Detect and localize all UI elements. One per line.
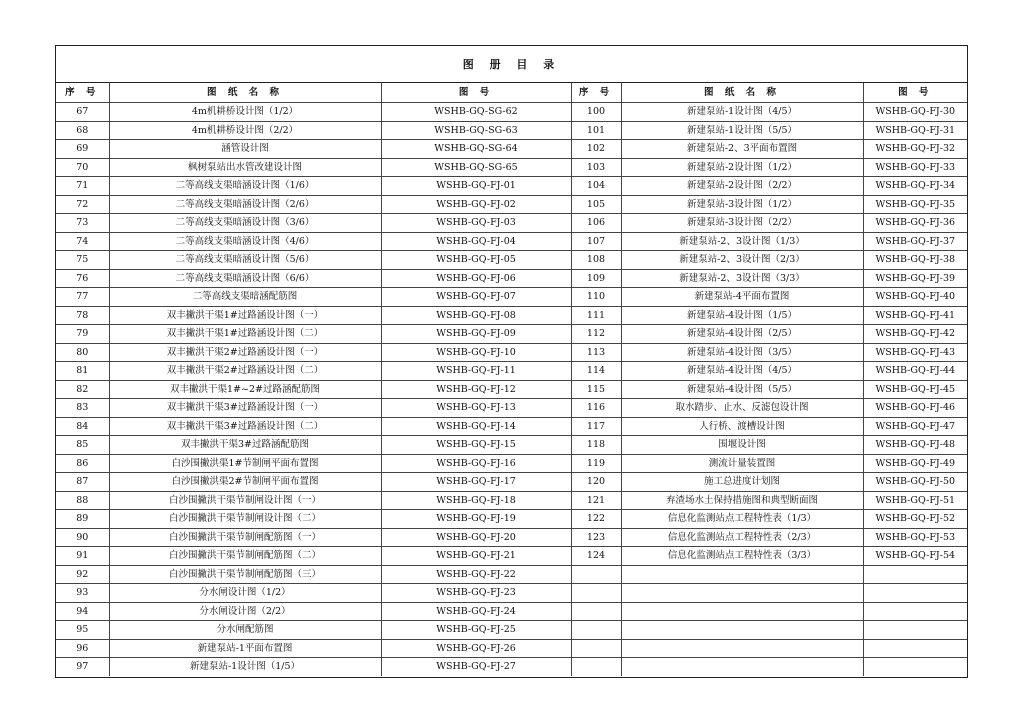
left-code-cell: WSHB-GQ-FJ-02 <box>381 195 571 214</box>
right-seq-cell <box>571 621 621 640</box>
left-name-cell: 二等高线支渠暗涵配筋图 <box>109 288 381 307</box>
left-code-cell: WSHB-GQ-FJ-12 <box>381 380 571 399</box>
left-code-cell: WSHB-GQ-FJ-21 <box>381 547 571 566</box>
right-code-cell: WSHB-GQ-FJ-38 <box>863 251 967 270</box>
left-name-cell: 白沙围撇洪渠1#节制闸平面布置图 <box>109 454 381 473</box>
right-code-cell: WSHB-GQ-FJ-34 <box>863 177 967 196</box>
table-row <box>56 565 967 584</box>
left-seq-cell: 88 <box>56 491 109 510</box>
header-row <box>56 83 967 103</box>
right-seq-cell: 122 <box>571 510 621 529</box>
left-code-cell: WSHB-GQ-FJ-15 <box>381 436 571 455</box>
table-row <box>56 380 967 399</box>
left-code-cell: WSHB-GQ-FJ-22 <box>381 565 571 584</box>
right-seq-cell: 109 <box>571 269 621 288</box>
left-seq-cell: 73 <box>56 214 109 233</box>
table-row <box>56 510 967 529</box>
right-name-cell <box>621 621 863 640</box>
left-code-cell: WSHB-GQ-SG-62 <box>381 103 571 122</box>
right-code-cell <box>863 602 967 621</box>
table-row <box>56 306 967 325</box>
right-code-cell: WSHB-GQ-FJ-31 <box>863 121 967 140</box>
right-seq-cell: 121 <box>571 491 621 510</box>
right-code-cell <box>863 584 967 603</box>
right-code-cell <box>863 639 967 658</box>
left-seq-cell: 77 <box>56 288 109 307</box>
right-code-cell: WSHB-GQ-FJ-33 <box>863 158 967 177</box>
left-code-cell: WSHB-GQ-FJ-25 <box>381 621 571 640</box>
left-seq-cell: 70 <box>56 158 109 177</box>
table-row <box>56 491 967 510</box>
right-code-cell: WSHB-GQ-FJ-46 <box>863 399 967 418</box>
left-seq-cell: 93 <box>56 584 109 603</box>
left-seq-cell: 69 <box>56 140 109 159</box>
drawing-index-sheet <box>55 45 968 678</box>
right-seq-cell <box>571 639 621 658</box>
left-seq-cell: 95 <box>56 621 109 640</box>
right-seq-cell: 101 <box>571 121 621 140</box>
left-name-cell: 双丰撇洪干渠1#过路涵设计图（一） <box>109 306 381 325</box>
left-seq-cell: 90 <box>56 528 109 547</box>
right-name-cell <box>621 584 863 603</box>
left-code-cell: WSHB-GQ-FJ-06 <box>381 269 571 288</box>
right-name-cell: 新建泵站-2、3设计图（1/3） <box>621 232 863 251</box>
left-name-cell: 白沙围撇洪渠2#节制闸平面布置图 <box>109 473 381 492</box>
left-code-cell: WSHB-GQ-FJ-01 <box>381 177 571 196</box>
right-seq-cell: 108 <box>571 251 621 270</box>
right-seq-cell: 114 <box>571 362 621 381</box>
right-name-cell: 取水踏步、止水、反滤包设计图 <box>621 399 863 418</box>
left-seq-cell: 94 <box>56 602 109 621</box>
left-code-cell: WSHB-GQ-FJ-13 <box>381 399 571 418</box>
left-seq-cell: 87 <box>56 473 109 492</box>
left-code-cell: WSHB-GQ-FJ-09 <box>381 325 571 344</box>
table-row <box>56 547 967 566</box>
header-seq-left: 序 号 <box>56 83 109 103</box>
left-code-cell: WSHB-GQ-SG-63 <box>381 121 571 140</box>
left-code-cell: WSHB-GQ-FJ-03 <box>381 214 571 233</box>
left-seq-cell: 79 <box>56 325 109 344</box>
left-code-cell: WSHB-GQ-FJ-19 <box>381 510 571 529</box>
table-row <box>56 232 967 251</box>
right-seq-cell: 105 <box>571 195 621 214</box>
right-code-cell: WSHB-GQ-FJ-53 <box>863 528 967 547</box>
left-name-cell: 4m机耕桥设计图（2/2） <box>109 121 381 140</box>
table-row <box>56 417 967 436</box>
left-name-cell: 双丰撇洪干渠3#过路涵设计图（二） <box>109 417 381 436</box>
left-code-cell: WSHB-GQ-FJ-27 <box>381 658 571 676</box>
right-code-cell: WSHB-GQ-FJ-48 <box>863 436 967 455</box>
right-seq-cell: 118 <box>571 436 621 455</box>
left-seq-cell: 76 <box>56 269 109 288</box>
left-code-cell: WSHB-GQ-FJ-08 <box>381 306 571 325</box>
left-code-cell: WSHB-GQ-FJ-11 <box>381 362 571 381</box>
right-name-cell: 新建泵站-2、3设计图（2/3） <box>621 251 863 270</box>
header-name-left: 图 纸 名 称 <box>109 83 381 103</box>
right-seq-cell: 119 <box>571 454 621 473</box>
right-name-cell: 弃渣场水土保持措施图和典型断面图 <box>621 491 863 510</box>
right-seq-cell: 103 <box>571 158 621 177</box>
right-seq-cell: 113 <box>571 343 621 362</box>
table-row <box>56 158 967 177</box>
right-code-cell: WSHB-GQ-FJ-47 <box>863 417 967 436</box>
left-name-cell: 分水闸配筋图 <box>109 621 381 640</box>
left-name-cell: 二等高线支渠暗涵设计图（5/6） <box>109 251 381 270</box>
left-name-cell: 新建泵站-1平面布置图 <box>109 639 381 658</box>
right-name-cell: 新建泵站-4设计图（5/5） <box>621 380 863 399</box>
right-seq-cell: 112 <box>571 325 621 344</box>
left-seq-cell: 91 <box>56 547 109 566</box>
header-code-left: 图 号 <box>381 83 571 103</box>
right-code-cell: WSHB-GQ-FJ-50 <box>863 473 967 492</box>
right-name-cell: 施工总进度计划图 <box>621 473 863 492</box>
left-code-cell: WSHB-GQ-SG-65 <box>381 158 571 177</box>
left-name-cell: 枫树泵站出水管改建设计图 <box>109 158 381 177</box>
right-name-cell: 新建泵站-4设计图（3/5） <box>621 343 863 362</box>
left-code-cell: WSHB-GQ-FJ-10 <box>381 343 571 362</box>
right-seq-cell: 106 <box>571 214 621 233</box>
left-name-cell: 白沙围撇洪干渠节制闸设计图（一） <box>109 491 381 510</box>
page-title: 图 册 目 录 <box>56 46 967 83</box>
right-seq-cell: 117 <box>571 417 621 436</box>
right-seq-cell: 120 <box>571 473 621 492</box>
left-seq-cell: 97 <box>56 658 109 676</box>
right-code-cell: WSHB-GQ-FJ-43 <box>863 343 967 362</box>
left-name-cell: 双丰撇洪干渠3#过路涵配筋图 <box>109 436 381 455</box>
left-seq-cell: 71 <box>56 177 109 196</box>
left-seq-cell: 84 <box>56 417 109 436</box>
table-row <box>56 177 967 196</box>
right-code-cell: WSHB-GQ-FJ-40 <box>863 288 967 307</box>
table-row <box>56 195 967 214</box>
drawing-index-table <box>56 83 967 676</box>
left-name-cell: 双丰撇洪干渠1#过路涵设计图（二） <box>109 325 381 344</box>
left-seq-cell: 67 <box>56 103 109 122</box>
right-name-cell: 新建泵站-2设计图（2/2） <box>621 177 863 196</box>
left-seq-cell: 89 <box>56 510 109 529</box>
right-seq-cell: 123 <box>571 528 621 547</box>
left-seq-cell: 85 <box>56 436 109 455</box>
left-seq-cell: 83 <box>56 399 109 418</box>
left-name-cell: 二等高线支渠暗涵设计图（6/6） <box>109 269 381 288</box>
left-seq-cell: 81 <box>56 362 109 381</box>
right-name-cell: 新建泵站-1设计图（5/5） <box>621 121 863 140</box>
right-name-cell: 新建泵站-3设计图（2/2） <box>621 214 863 233</box>
left-code-cell: WSHB-GQ-FJ-17 <box>381 473 571 492</box>
right-name-cell: 测流计量装置图 <box>621 454 863 473</box>
header-name-right: 图 纸 名 称 <box>621 83 863 103</box>
table-row <box>56 658 967 676</box>
right-code-cell <box>863 565 967 584</box>
right-name-cell: 新建泵站-2、3平面布置图 <box>621 140 863 159</box>
left-name-cell: 4m机耕桥设计图（1/2） <box>109 103 381 122</box>
right-code-cell: WSHB-GQ-FJ-44 <box>863 362 967 381</box>
right-code-cell: WSHB-GQ-FJ-54 <box>863 547 967 566</box>
left-seq-cell: 96 <box>56 639 109 658</box>
right-name-cell <box>621 565 863 584</box>
left-name-cell: 涵管设计图 <box>109 140 381 159</box>
header-code-right: 图 号 <box>863 83 967 103</box>
table-row <box>56 288 967 307</box>
left-name-cell: 白沙围撇洪干渠节制闸配筋图（三） <box>109 565 381 584</box>
table-row <box>56 251 967 270</box>
right-code-cell: WSHB-GQ-FJ-42 <box>863 325 967 344</box>
right-seq-cell: 111 <box>571 306 621 325</box>
table-row <box>56 103 967 122</box>
right-name-cell: 新建泵站-2设计图（1/2） <box>621 158 863 177</box>
left-seq-cell: 78 <box>56 306 109 325</box>
right-seq-cell: 104 <box>571 177 621 196</box>
header-seq-right: 序 号 <box>571 83 621 103</box>
table-row <box>56 121 967 140</box>
right-seq-cell: 102 <box>571 140 621 159</box>
right-name-cell: 信息化监测站点工程特性表（2/3） <box>621 528 863 547</box>
right-code-cell: WSHB-GQ-FJ-52 <box>863 510 967 529</box>
right-seq-cell <box>571 602 621 621</box>
right-code-cell: WSHB-GQ-FJ-35 <box>863 195 967 214</box>
right-code-cell: WSHB-GQ-FJ-45 <box>863 380 967 399</box>
right-code-cell: WSHB-GQ-FJ-49 <box>863 454 967 473</box>
left-name-cell: 白沙围撇洪干渠节制闸配筋图（一） <box>109 528 381 547</box>
right-name-cell <box>621 639 863 658</box>
right-code-cell: WSHB-GQ-FJ-41 <box>863 306 967 325</box>
table-row <box>56 436 967 455</box>
right-code-cell: WSHB-GQ-FJ-32 <box>863 140 967 159</box>
right-name-cell: 信息化监测站点工程特性表（3/3） <box>621 547 863 566</box>
right-name-cell: 信息化监测站点工程特性表（1/3） <box>621 510 863 529</box>
left-code-cell: WSHB-GQ-FJ-24 <box>381 602 571 621</box>
right-name-cell: 围堰设计图 <box>621 436 863 455</box>
right-name-cell <box>621 658 863 676</box>
left-code-cell: WSHB-GQ-FJ-23 <box>381 584 571 603</box>
right-name-cell: 新建泵站-3设计图（1/2） <box>621 195 863 214</box>
table-row <box>56 621 967 640</box>
table-row <box>56 473 967 492</box>
left-code-cell: WSHB-GQ-FJ-16 <box>381 454 571 473</box>
left-code-cell: WSHB-GQ-FJ-05 <box>381 251 571 270</box>
table-row <box>56 362 967 381</box>
right-seq-cell <box>571 565 621 584</box>
table-row <box>56 140 967 159</box>
right-seq-cell: 124 <box>571 547 621 566</box>
right-seq-cell: 115 <box>571 380 621 399</box>
left-name-cell: 二等高线支渠暗涵设计图（4/6） <box>109 232 381 251</box>
right-seq-cell: 110 <box>571 288 621 307</box>
right-name-cell: 新建泵站-2、3设计图（3/3） <box>621 269 863 288</box>
table-row <box>56 325 967 344</box>
right-code-cell <box>863 621 967 640</box>
table-row <box>56 528 967 547</box>
right-seq-cell: 116 <box>571 399 621 418</box>
left-seq-cell: 92 <box>56 565 109 584</box>
table-row <box>56 584 967 603</box>
left-code-cell: WSHB-GQ-SG-64 <box>381 140 571 159</box>
left-name-cell: 白沙围撇洪干渠节制闸设计图（二） <box>109 510 381 529</box>
left-name-cell: 分水闸设计图（2/2） <box>109 602 381 621</box>
right-name-cell: 新建泵站-1设计图（4/5） <box>621 103 863 122</box>
table-row <box>56 269 967 288</box>
left-seq-cell: 72 <box>56 195 109 214</box>
left-name-cell: 二等高线支渠暗涵设计图（1/6） <box>109 177 381 196</box>
table-row <box>56 454 967 473</box>
left-seq-cell: 86 <box>56 454 109 473</box>
right-code-cell: WSHB-GQ-FJ-37 <box>863 232 967 251</box>
table-row <box>56 214 967 233</box>
right-name-cell: 人行桥、渡槽设计图 <box>621 417 863 436</box>
left-name-cell: 新建泵站-1设计图（1/5） <box>109 658 381 676</box>
left-code-cell: WSHB-GQ-FJ-04 <box>381 232 571 251</box>
left-seq-cell: 68 <box>56 121 109 140</box>
left-name-cell: 双丰撇洪干渠1#~2#过路涵配筋图 <box>109 380 381 399</box>
left-code-cell: WSHB-GQ-FJ-07 <box>381 288 571 307</box>
right-code-cell: WSHB-GQ-FJ-39 <box>863 269 967 288</box>
left-name-cell: 白沙围撇洪干渠节制闸配筋图（二） <box>109 547 381 566</box>
left-code-cell: WSHB-GQ-FJ-18 <box>381 491 571 510</box>
right-name-cell: 新建泵站-4设计图（1/5） <box>621 306 863 325</box>
left-seq-cell: 80 <box>56 343 109 362</box>
left-name-cell: 双丰撇洪干渠3#过路涵设计图（一） <box>109 399 381 418</box>
right-code-cell <box>863 658 967 676</box>
left-name-cell: 二等高线支渠暗涵设计图（3/6） <box>109 214 381 233</box>
left-name-cell: 双丰撇洪干渠2#过路涵设计图（二） <box>109 362 381 381</box>
right-name-cell: 新建泵站-4设计图（4/5） <box>621 362 863 381</box>
table-row <box>56 639 967 658</box>
right-seq-cell <box>571 658 621 676</box>
right-code-cell: WSHB-GQ-FJ-51 <box>863 491 967 510</box>
table-row <box>56 343 967 362</box>
table-row <box>56 602 967 621</box>
table-row <box>56 399 967 418</box>
left-name-cell: 二等高线支渠暗涵设计图（2/6） <box>109 195 381 214</box>
left-code-cell: WSHB-GQ-FJ-14 <box>381 417 571 436</box>
right-name-cell: 新建泵站-4平面布置图 <box>621 288 863 307</box>
left-seq-cell: 75 <box>56 251 109 270</box>
left-name-cell: 双丰撇洪干渠2#过路涵设计图（一） <box>109 343 381 362</box>
right-code-cell: WSHB-GQ-FJ-30 <box>863 103 967 122</box>
right-seq-cell: 107 <box>571 232 621 251</box>
right-seq-cell <box>571 584 621 603</box>
left-code-cell: WSHB-GQ-FJ-26 <box>381 639 571 658</box>
right-name-cell: 新建泵站-4设计图（2/5） <box>621 325 863 344</box>
left-code-cell: WSHB-GQ-FJ-20 <box>381 528 571 547</box>
right-name-cell <box>621 602 863 621</box>
right-seq-cell: 100 <box>571 103 621 122</box>
left-seq-cell: 82 <box>56 380 109 399</box>
left-seq-cell: 74 <box>56 232 109 251</box>
right-code-cell: WSHB-GQ-FJ-36 <box>863 214 967 233</box>
left-name-cell: 分水闸设计图（1/2） <box>109 584 381 603</box>
